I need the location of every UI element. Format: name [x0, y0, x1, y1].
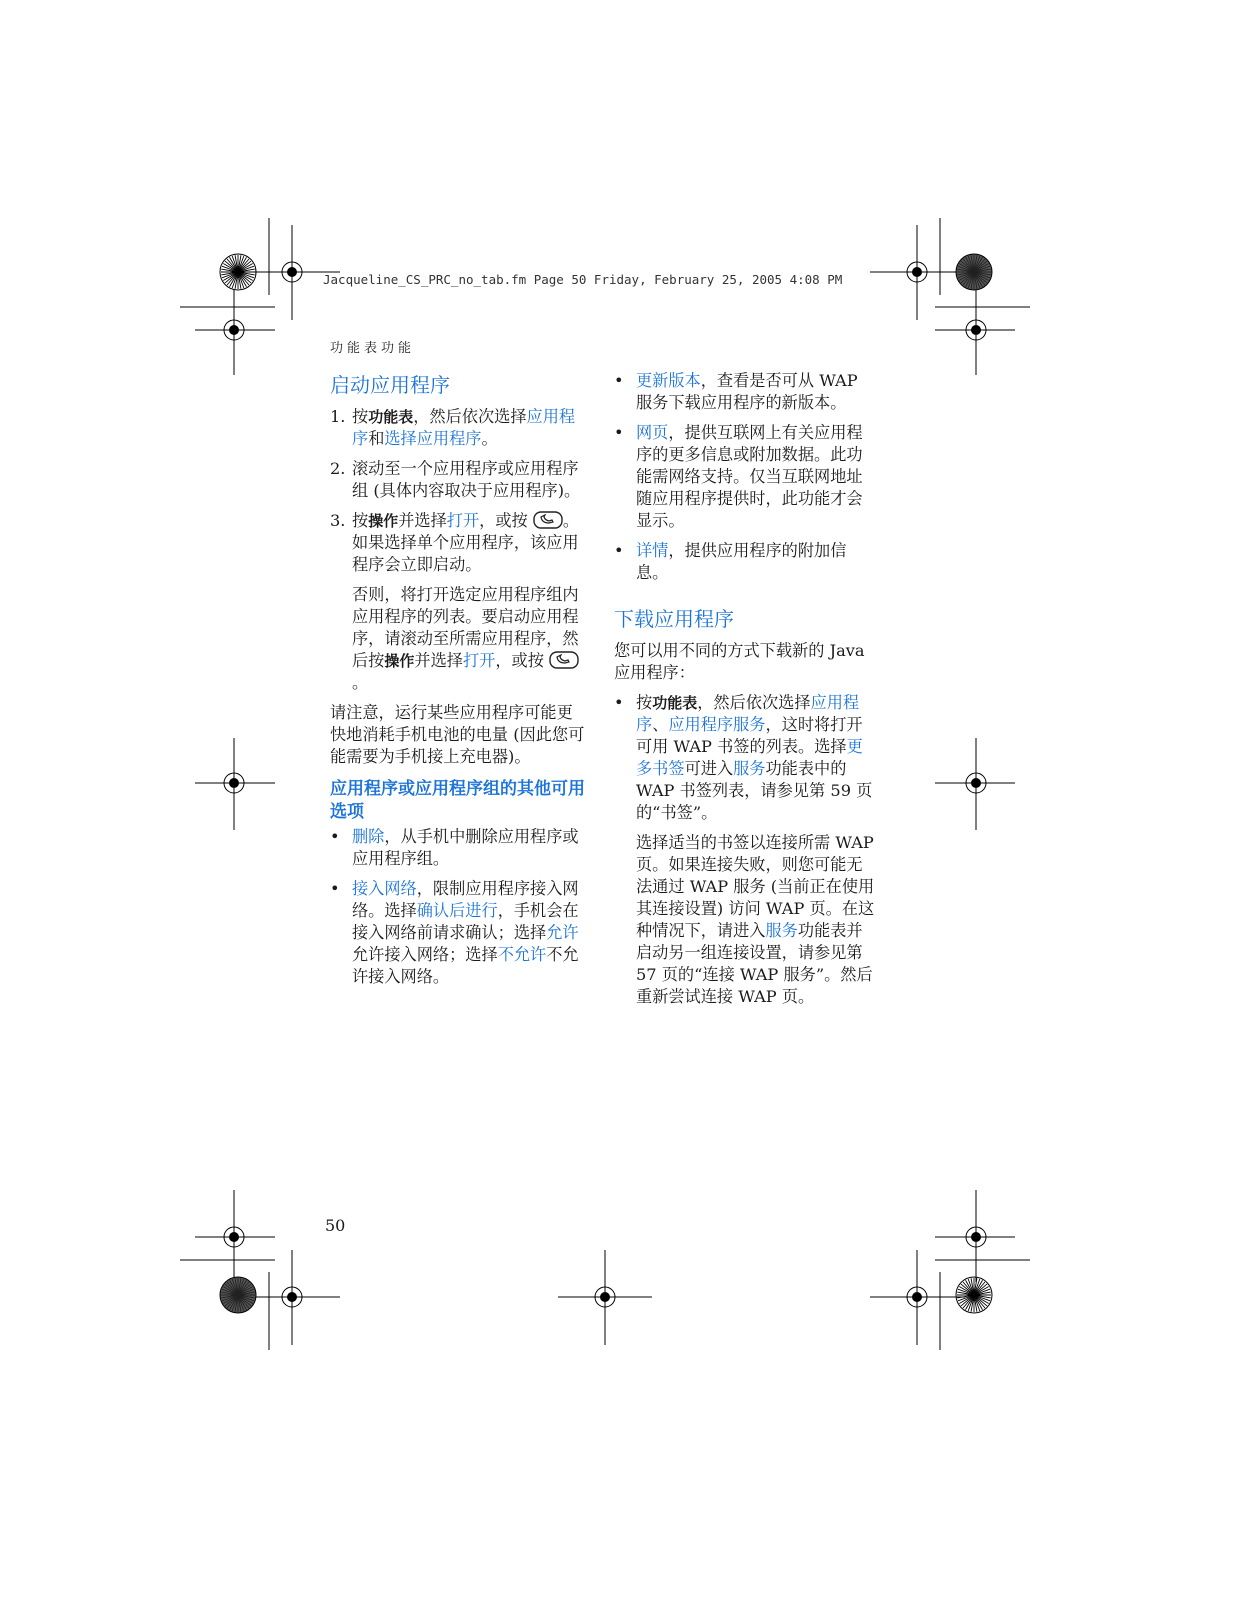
step-number: 2. [330, 459, 346, 478]
text: ，这时将打开可用 WAP 书签的列表。选择 [636, 715, 863, 756]
text: ，然后依次选择 [413, 407, 527, 426]
starburst-mark-icon [956, 254, 992, 290]
text: 功能表并启动另一组连接设置，请参见第 57 页的“连接 WAP 服务”。然后重新尝试连接 WAP 页。 [636, 921, 873, 1006]
text: 允许接入网络；选择 [352, 945, 498, 964]
link-open[interactable]: 打开 [462, 651, 496, 670]
text: 否则，将打开选定应用程序组内应用程序的列表。要启动应用程序，请滚动至所需应用程序，然后按 [352, 585, 579, 670]
text: ，从手机中删除应用程序或应用程序组。 [352, 827, 579, 868]
text: 不允许接入网络。 [352, 945, 579, 986]
download-intro: 您可以用不同的方式下载新的 Java 应用程序： [614, 641, 865, 682]
link-web-page[interactable]: 网页 [636, 423, 669, 442]
text: 可进入 [684, 759, 734, 778]
bullet: • [330, 879, 340, 898]
link-services[interactable]: 服务 [733, 759, 766, 778]
battery-note: 请注意，运行某些应用程序可能更快地消耗手机电池的电量 (因此您可能需要为手机接上充电器)。 [330, 703, 585, 766]
text: 按 [636, 693, 653, 712]
link-app-services[interactable]: 应用程序服务 [668, 715, 766, 734]
registration-mark-icon [870, 1250, 965, 1345]
section-title-options: 应用程序或应用程序组的其他可用选项 [330, 779, 585, 822]
text: 、 [652, 715, 669, 734]
link-more-bookmarks[interactable]: 更多书签 [636, 737, 863, 778]
menu-term: 功能表 [368, 408, 414, 426]
text: ，提供互联网上有关应用程序的更多信息或附加数据。此功能需网络支持。仅当互联网地址随应用程序提供时，此功能才会显示。 [636, 423, 863, 530]
registration-mark-icon [558, 1250, 652, 1345]
text: 按 [352, 511, 369, 530]
registration-mark-icon [195, 738, 275, 830]
text: 选择适当的书签以连接所需 WAP 页。如果连接失败，则您可能无法通过 WAP 服务 (当前正在使用其连接设置) 访问 WAP 页。在这种情况下，请进入 [636, 833, 875, 940]
menu-term: 功能表 [652, 694, 698, 712]
link-open[interactable]: 打开 [446, 511, 480, 530]
link-details[interactable]: 详情 [636, 541, 669, 560]
step-number: 3. [330, 511, 346, 530]
link-select-app[interactable]: 选择应用程序 [384, 429, 482, 448]
starburst-mark-icon [956, 1277, 992, 1313]
link-network-access[interactable]: 接入网络 [352, 879, 417, 898]
text: 和 [368, 429, 385, 448]
registration-mark-icon [245, 225, 340, 320]
text: ，然后依次选择 [697, 693, 811, 712]
text: ，提供应用程序的附加信息。 [636, 541, 847, 582]
menu-term: 操作 [384, 652, 415, 670]
link-delete[interactable]: 删除 [352, 827, 385, 846]
link-update-version[interactable]: 更新版本 [636, 371, 701, 390]
link-applications[interactable]: 应用程序 [636, 693, 860, 734]
bullet: • [614, 693, 624, 712]
bullet: • [330, 827, 340, 846]
text: 按 [352, 407, 369, 426]
text: 。如果选择单个应用程序，该应用程序会立即启动。 [352, 511, 580, 574]
starburst-mark-icon [220, 1277, 256, 1313]
running-header: 功能表功能 [330, 341, 416, 356]
file-info-line: Jacqueline_CS_PRC_no_tab.fm Page 50 Friday, February 25, 2005 4:08 PM [323, 272, 843, 287]
link-disallow[interactable]: 不允许 [497, 945, 547, 964]
registration-mark-icon [935, 1190, 1015, 1282]
link-allow[interactable]: 允许 [546, 923, 579, 942]
text: ，或按 [495, 651, 544, 670]
link-services[interactable]: 服务 [765, 921, 798, 940]
text: 并选择 [398, 511, 447, 530]
section-title-start-app: 启动应用程序 [330, 373, 450, 397]
link-confirm-first[interactable]: 确认后进行 [416, 901, 498, 920]
starburst-mark-icon [220, 254, 256, 290]
registration-mark-icon [195, 290, 275, 375]
text: ，或按 [479, 511, 528, 530]
bullet: • [614, 541, 624, 560]
page-number: 50 [325, 1216, 346, 1235]
text: 。 [481, 429, 498, 448]
link-applications[interactable]: 应用程序 [352, 407, 576, 448]
text: ，查看是否可从 WAP 服务下载应用程序的新版本。 [636, 371, 858, 412]
text: ，限制应用程序接入网络。选择 [352, 879, 579, 920]
registration-mark-icon [195, 1190, 275, 1282]
text: 功能表中的 WAP 书签列表，请参见第 59 页的“书签”。 [636, 759, 873, 822]
menu-term: 操作 [368, 512, 399, 530]
section-title-download: 下载应用程序 [614, 607, 734, 631]
bullet: • [614, 371, 624, 390]
registration-mark-icon [935, 738, 1015, 830]
step-text: 滚动至一个应用程序或应用程序组 (具体内容取决于应用程序)。 [352, 459, 581, 500]
registration-mark-icon [935, 290, 1015, 375]
registration-mark-icon [870, 225, 965, 320]
bullet: • [614, 423, 624, 442]
text: 并选择 [414, 651, 463, 670]
text: ，手机会在接入网络前请求确认；选择 [352, 901, 579, 942]
text: 。 [352, 673, 369, 692]
step-number: 1. [330, 407, 346, 426]
registration-mark-icon [245, 1250, 340, 1345]
